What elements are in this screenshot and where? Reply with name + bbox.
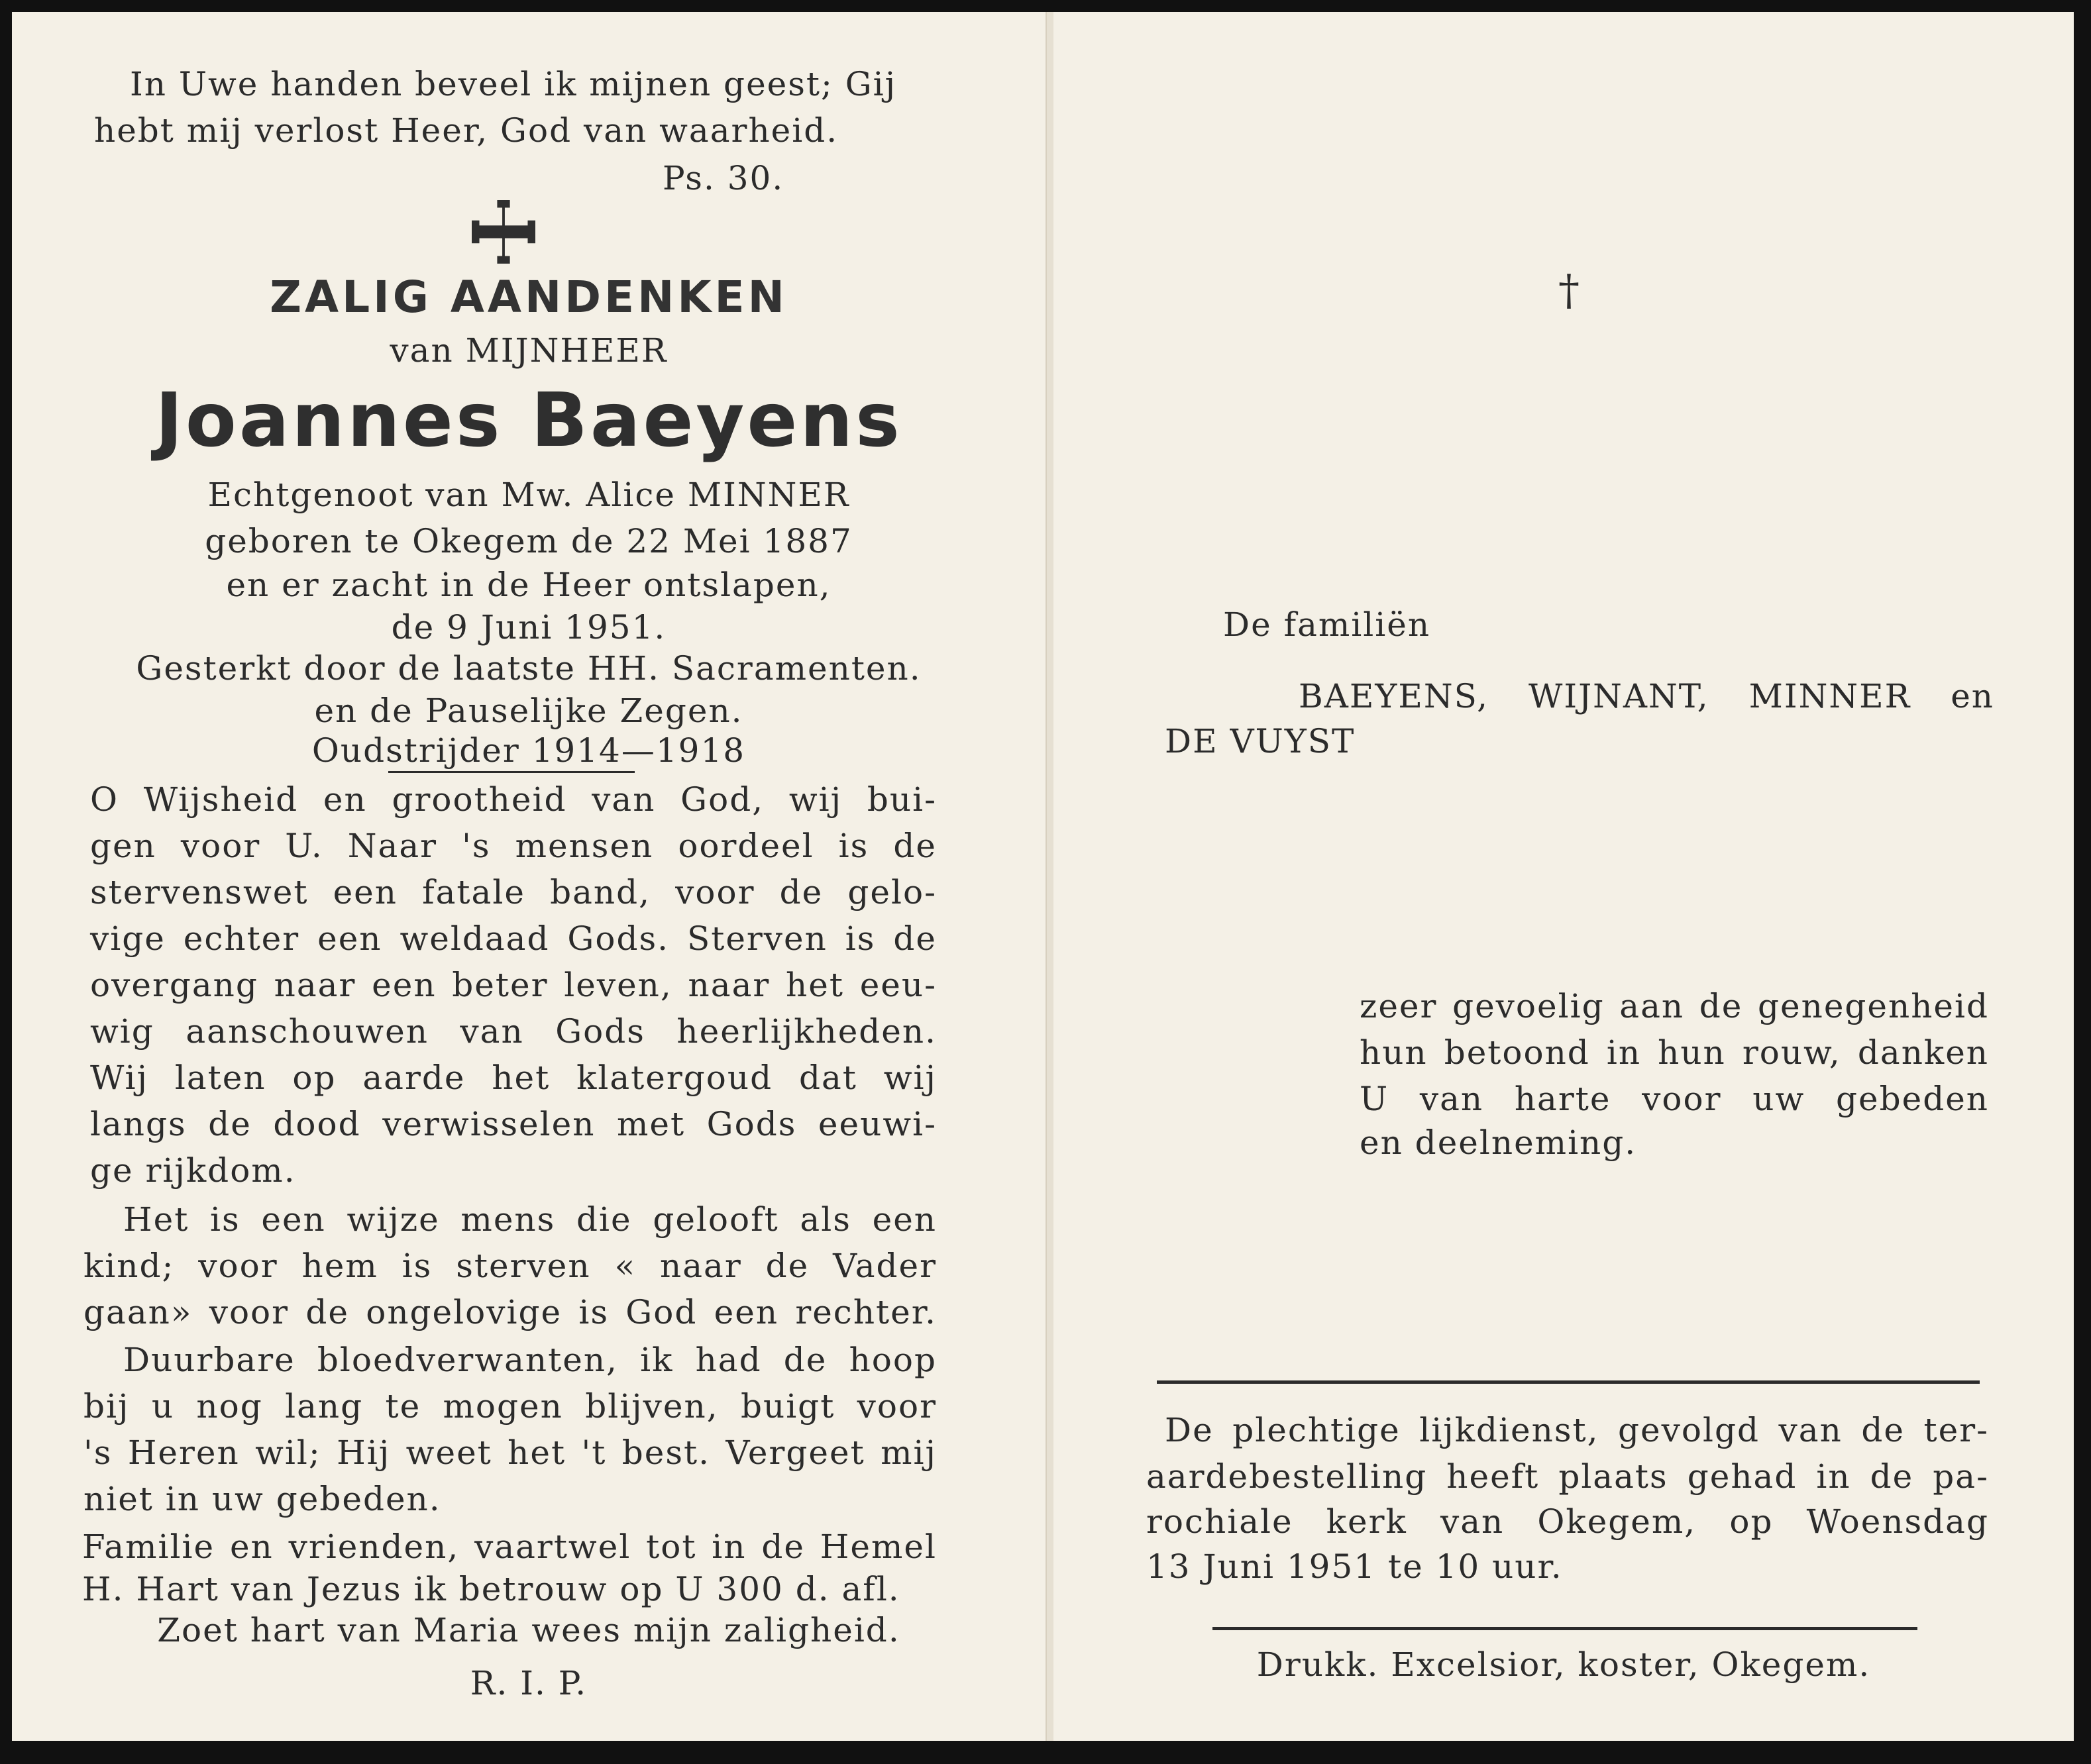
- paragraph-line: niet in uw gebeden.: [83, 1480, 441, 1518]
- cross-pattee-icon: [472, 200, 535, 264]
- paragraph-line: gen voor U. Naar 's mensen oordeel is de: [90, 827, 937, 865]
- paragraph-line: stervenswet een fatale band, voor de gelo-: [90, 873, 937, 911]
- paragraph-line: kind; voor hem is sterven « naar de Vader: [83, 1247, 937, 1285]
- subheading: van MIJNHEER: [390, 331, 668, 370]
- rip: R. I. P.: [470, 1664, 588, 1702]
- paragraph-line: overgang naar een beter leven, naar het eeu-: [90, 966, 937, 1004]
- verse-reference: Ps. 30.: [663, 159, 784, 197]
- bio-line: en de Pauselijke Zegen.: [314, 692, 743, 730]
- small-cross: †: [1558, 266, 1581, 315]
- heading-zalig-aandenken: ZALIG AANDENKEN: [270, 272, 788, 323]
- paragraph-line: langs de dood verwisselen met Gods eeuwi-: [90, 1105, 937, 1143]
- service-line: aardebestelling heeft plaats gehad in de pa-: [1146, 1457, 1989, 1496]
- closing-line: Zoet hart van Maria wees mijn zaligheid.: [157, 1611, 900, 1649]
- bio-line: de 9 Juni 1951.: [391, 608, 667, 647]
- bio-line: geboren te Okegem de 22 Mei 1887: [205, 522, 853, 560]
- thanks-line: U van harte voor uw gebeden: [1360, 1080, 1989, 1118]
- thanks-line: hun betoond in hun rouw, danken: [1360, 1033, 1989, 1072]
- divider-rule: [1212, 1627, 1917, 1630]
- deceased-name: Joannes Baeyens: [155, 378, 902, 464]
- paragraph-line: O Wijsheid en grootheid van God, wij bui-: [90, 780, 937, 819]
- paragraph-line: Wij laten op aarde het klatergoud dat wij: [90, 1059, 937, 1097]
- service-line: rochiale kerk van Okegem, op Woensdag: [1146, 1502, 1989, 1541]
- thanks-line: en deelneming.: [1360, 1123, 1637, 1162]
- paragraph-line: gaan» voor de ongelovige is God een rechter.: [83, 1293, 937, 1331]
- divider-rule: [388, 771, 635, 773]
- thanks-line: zeer gevoelig aan de genegenheid: [1360, 987, 1989, 1025]
- paragraph-line: Het is een wijze mens die gelooft als een: [123, 1200, 937, 1239]
- paragraph-line: 's Heren wil; Hij weet het 't best. Vergeet mij: [83, 1433, 937, 1472]
- paragraph-line: vige echter een weldaad Gods. Sterven is de: [90, 919, 937, 958]
- paragraph-line: wig aanschouwen van Gods heerlijkheden.: [90, 1012, 937, 1051]
- closing-line: H. Hart van Jezus ik betrouw op U 300 d. afl.: [82, 1570, 900, 1608]
- families-intro: De familiën: [1223, 605, 1431, 644]
- closing-line: Familie en vrienden, vaartwel tot in de Hemel: [82, 1528, 937, 1566]
- paragraph-line: ge rijkdom.: [90, 1151, 296, 1190]
- families-names: BAEYENS, WIJNANT, MINNER en: [1299, 677, 1994, 715]
- bio-line: en er zacht in de Heer ontslapen,: [226, 566, 831, 604]
- divider-rule: [1157, 1380, 1980, 1384]
- service-line: De plechtige lijkdienst, gevolgd van de ter-: [1165, 1411, 1989, 1449]
- bio-line: Oudstrijder 1914—1918: [311, 731, 746, 770]
- families-names-cont: DE VUYST: [1165, 722, 1356, 760]
- printer-credit: Drukk. Excelsior, koster, Okegem.: [1256, 1645, 1871, 1684]
- service-line: 13 Juni 1951 te 10 uur.: [1146, 1547, 1563, 1586]
- bio-line: Gesterkt door de laatste HH. Sacramenten.: [136, 649, 922, 688]
- paragraph-line: Duurbare bloedverwanten, ik had de hoop: [123, 1341, 937, 1379]
- paragraph-line: bij u nog lang te mogen blijven, buigt voor: [83, 1387, 937, 1426]
- bio-line: Echtgenoot van Mw. Alice MINNER: [207, 476, 850, 514]
- verse-line-1: In Uwe handen beveel ik mijnen geest; Gij: [130, 65, 897, 103]
- verse-line-2: hebt mij verlost Heer, God van waarheid.: [94, 111, 839, 150]
